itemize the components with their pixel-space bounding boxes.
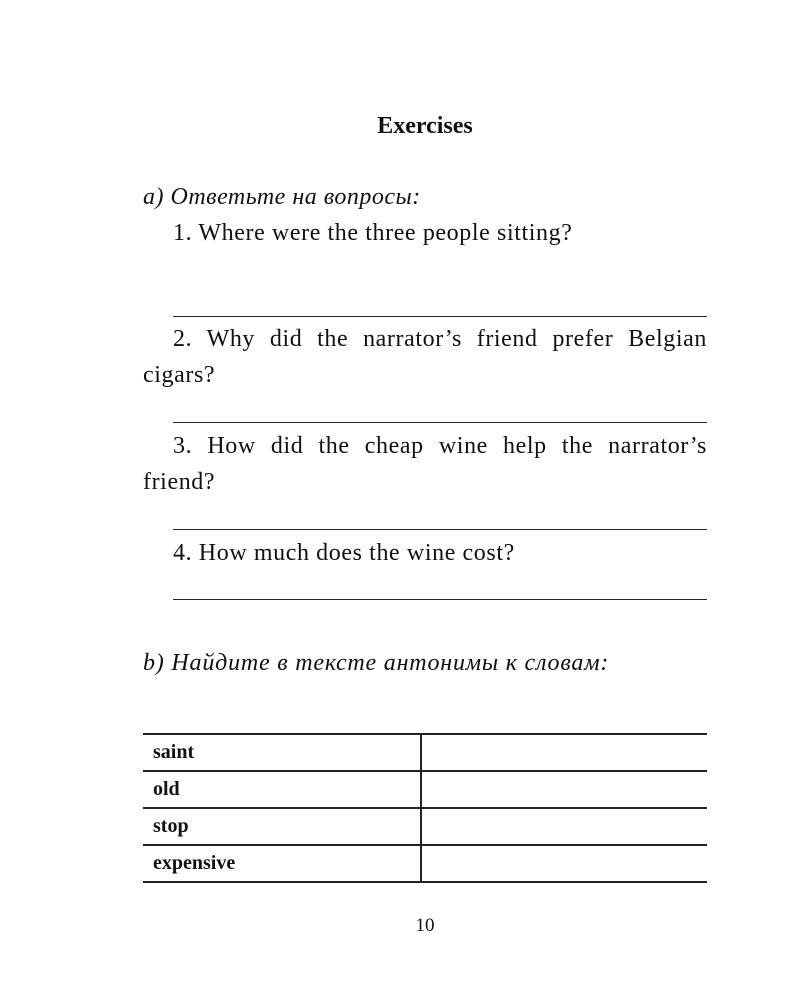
section-a-heading: a) Ответьте на вопросы:	[143, 184, 421, 210]
antonym-answer-cell[interactable]	[421, 734, 707, 771]
answer-line-1[interactable]	[173, 316, 707, 317]
question-3	[143, 428, 707, 500]
table-row	[143, 845, 707, 882]
antonym-answer-cell[interactable]	[421, 808, 707, 845]
answer-line-4[interactable]	[173, 599, 707, 600]
question-4	[143, 535, 707, 571]
antonyms-table	[143, 733, 707, 883]
table-row	[143, 771, 707, 808]
page-number: 10	[415, 915, 435, 936]
word-cell: saint	[143, 734, 421, 771]
question-text: 1. Where were the three people sitting?	[173, 220, 573, 246]
question-text: 4. How much does the wine cost?	[173, 540, 515, 566]
word-cell: stop	[143, 808, 421, 845]
section-b-heading: b) Найдите в тексте антонимы к словам:	[143, 650, 610, 676]
question-1	[143, 215, 707, 251]
answer-line-3[interactable]	[173, 529, 707, 530]
word-cell: old	[143, 771, 421, 808]
word-cell: expensive	[143, 845, 421, 882]
answer-line-2[interactable]	[173, 422, 707, 423]
page-title: Exercises	[377, 113, 473, 139]
question-2	[143, 321, 707, 393]
question-text: 2. Why did the narrator’s friend prefer Belgian cigars?	[143, 326, 707, 388]
table-row	[143, 808, 707, 845]
question-text: 3. How did the cheap wine help the narrator’s friend?	[143, 433, 707, 495]
table-row	[143, 734, 707, 771]
antonym-answer-cell[interactable]	[421, 845, 707, 882]
antonym-answer-cell[interactable]	[421, 771, 707, 808]
